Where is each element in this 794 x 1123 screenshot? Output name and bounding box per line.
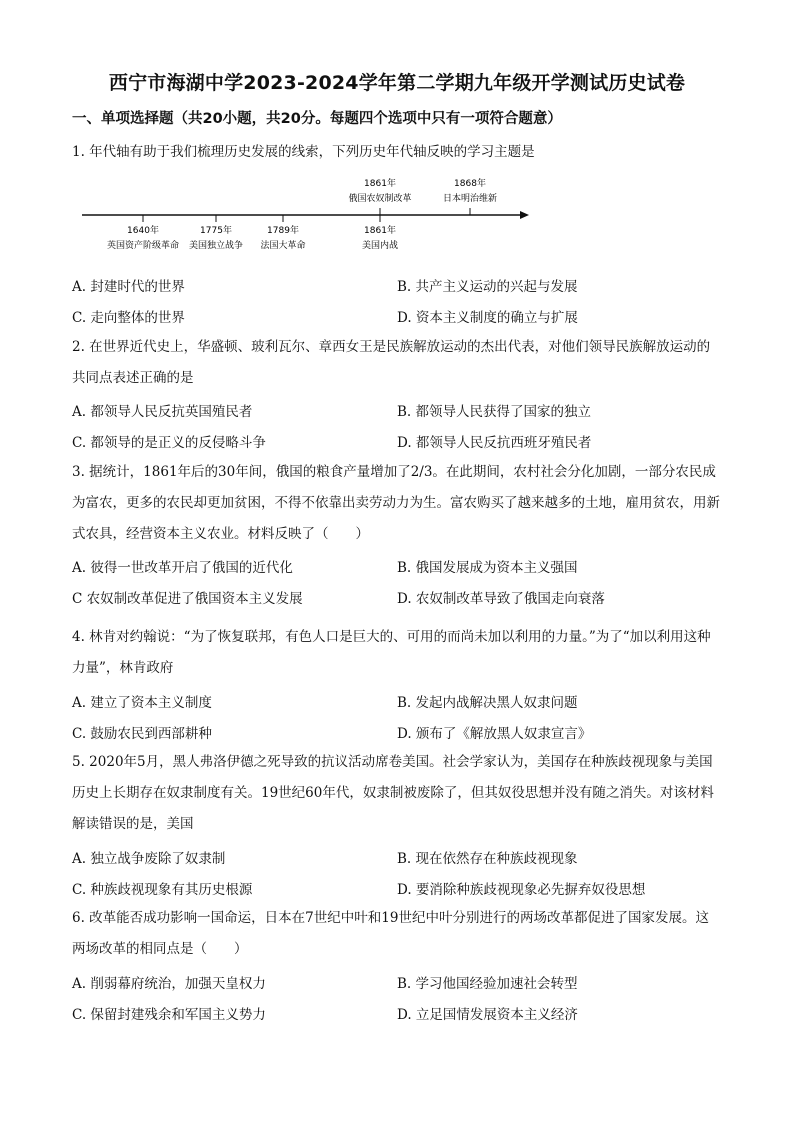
section-heading: 一、单项选择题（共20小题，共20分。每题四个选项中只有一项符合题意） <box>72 111 562 127</box>
q4-option-b: B. 发起内战解决黑人奴隶问题 <box>397 695 578 711</box>
q6-option-b: B. 学习他国经验加速社会转型 <box>397 976 578 992</box>
timeline-above-year-2: 1868年 <box>454 179 486 189</box>
question-4-stem: 4. 林肯对约翰说：“为了恢复联邦，有色人口是巨大的、可用的而尚未加以利用的力量。”为了“加以利用这种力量”，林肯政府 <box>72 629 711 676</box>
q6-option-d: D. 立足国情发展资本主义经济 <box>397 1007 578 1023</box>
q4-option-d: D. 颁布了《解放黑人奴隶宣言》 <box>397 726 592 742</box>
timeline-above-year-1: 1861年 <box>364 179 396 189</box>
q1-option-b: B. 共产主义运动的兴起与发展 <box>397 279 578 295</box>
q2-option-a: A. 都领导人民反抗英国殖民者 <box>72 404 253 420</box>
q4-option-c: C. 鼓励农民到西部耕种 <box>72 726 212 742</box>
q3-option-a: A. 彼得一世改革开启了俄国的近代化 <box>72 560 293 576</box>
q5-option-b: B. 现在依然存在种族歧视现象 <box>397 851 578 867</box>
q5-option-c: C. 种族歧视现象有其历史根源 <box>72 882 253 898</box>
question-3-stem: 3. 据统计，1861年后的30年间，俄国的粮食产量增加了2/3。在此期间，农村社会分化加剧，一部分农民成为富农，更多的农民却更加贫困，不得不依靠出卖劳动力为生。富农购买了越来越多的土地，雇用贫农，用新式农具，经营资本主义农业。材料反映了（ ） <box>72 464 720 542</box>
q2-option-b: B. 都领导人民获得了国家的独立 <box>397 404 592 420</box>
q2-option-c: C. 都领导的是正义的反侵略斗争 <box>72 435 266 451</box>
q1-option-c: C. 走向整体的世界 <box>72 310 185 326</box>
q3-option-d: D. 农奴制改革导致了俄国走向衰落 <box>397 591 605 607</box>
timeline-below-year-2: 1775年 <box>200 226 232 236</box>
timeline-below-year-4: 1861年 <box>364 226 396 236</box>
timeline-below-event-3: 法国大革命 <box>260 241 306 251</box>
q6-option-a: A. 削弱幕府统治，加强天皇权力 <box>72 976 266 992</box>
timeline-above-event-1: 俄国农奴制改革 <box>348 194 412 204</box>
timeline-figure <box>80 172 530 257</box>
timeline-below-year-3: 1789年 <box>267 226 299 236</box>
timeline-arrow <box>520 211 529 219</box>
timeline-below-event-1: 英国资产阶级革命 <box>106 241 180 251</box>
q4-option-a: A. 建立了资本主义制度 <box>72 695 212 711</box>
timeline-below-event-2: 美国独立战争 <box>188 241 244 251</box>
timeline-below-year-1: 1640年 <box>127 226 159 236</box>
q5-option-a: A. 独立战争废除了奴隶制 <box>72 851 226 867</box>
question-1-stem: 1. 年代轴有助于我们梳理历史发展的线索，下列历史年代轴反映的学习主题是 <box>72 144 535 160</box>
timeline-below-event-4: 美国内战 <box>361 241 399 251</box>
question-2-stem: 2. 在世界近代史上，华盛顿、玻利瓦尔、章西女王是民族解放运动的杰出代表，对他们领导民族解放运动的共同点表述正确的是 <box>72 339 711 386</box>
q6-option-c: C. 保留封建残余和军国主义势力 <box>72 1007 266 1023</box>
q5-option-d: D. 要消除种族歧视现象必先摒弃奴役思想 <box>397 882 646 898</box>
q2-option-d: D. 都领导人民反抗西班牙殖民者 <box>397 435 592 451</box>
timeline-above-event-2: 日本明治维新 <box>442 194 498 204</box>
q3-option-b: B. 俄国发展成为资本主义强国 <box>397 560 578 576</box>
q1-option-a: A. 封建时代的世界 <box>72 279 185 295</box>
question-5-stem: 5. 2020年5月，黑人弗洛伊德之死导致的抗议活动席卷美国。社会学家认为，美国存在种族歧视现象与美国历史上长期存在奴隶制度有关。19世纪60年代，奴隶制被废除了，但其奴役思想并没有随之消失。对该材料解读错误的是，美国 <box>72 754 714 832</box>
question-6-stem: 6. 改革能否成功影响一国命运，日本在7世纪中叶和19世纪中叶分别进行的两场改革都促进了国家发展。这两场改革的相同点是（ ） <box>72 910 709 957</box>
exam-title: 西宁市海湖中学2023-2024学年第二学期九年级开学测试历史试卷 <box>108 72 686 94</box>
q1-option-d: D. 资本主义制度的确立与扩展 <box>397 310 578 326</box>
q3-option-c: C 农奴制改革促进了俄国资本主义发展 <box>72 591 303 607</box>
